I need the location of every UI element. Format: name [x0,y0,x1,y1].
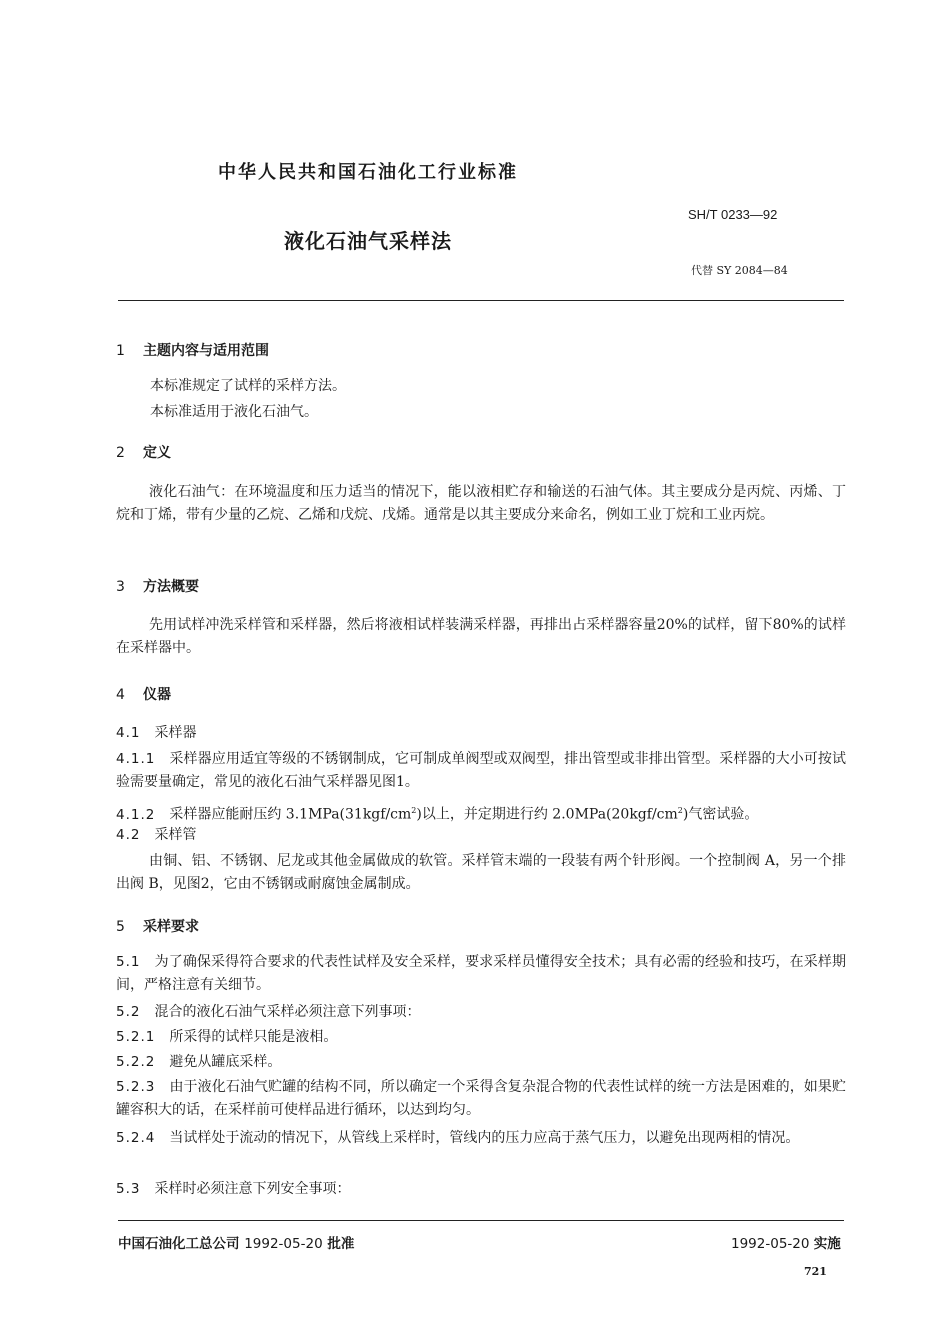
section-number: 1 [116,343,125,359]
section-title: 采样要求 [143,919,199,935]
issuer: 中国石油化工总公司 [118,1236,240,1252]
section-1-heading [116,340,269,360]
section-title: 方法概要 [143,579,199,595]
clause-text: 混合的液化石油气采样必须注意下列事项： [154,1004,421,1020]
issue-label: 批准 [327,1236,355,1252]
clause-text: 采样时必须注意下列安全事项： [154,1181,351,1197]
clause-number: 5.2.1 [116,1029,156,1045]
section-2-heading [116,442,171,462]
clause-text-b: )以上，并定期进行约 2.0MPa(20kgf/cm [416,806,678,823]
clause-text: 采样器应用适宜等级的不锈钢制成，它可制成单阀型或双阀型，排出管型或非排出管型。采样器的大小可按试验需要量确定，常见的液化石油气采样器见图1。 [116,751,846,790]
clause-number: 5.1 [116,954,141,970]
clause-number: 4.1 [116,725,141,741]
clause-number: 5.2.4 [116,1130,156,1146]
standard-title: 液化石油气采样法 [284,229,452,253]
clause-5-2-4 [116,1127,846,1150]
section-1-line-2: 本标准适用于液化石油气。 [150,404,318,420]
clause-5-3 [116,1178,846,1201]
issue-date: 1992-05-20 [244,1236,323,1252]
section-number: 2 [116,445,125,461]
section-1-line-1: 本标准规定了试样的采样方法。 [150,378,346,394]
clause-5-2-1 [116,1026,846,1049]
section-number: 5 [116,919,125,935]
clause-5-1 [116,951,846,997]
clause-4-1-2 [116,799,846,827]
clause-5-2-2 [116,1051,846,1074]
clause-4-1 [116,722,846,745]
clause-number: 4.1.1 [116,751,156,767]
footer-divider [118,1220,844,1221]
section-number: 4 [116,687,125,703]
clause-5-2 [116,1001,846,1024]
clause-4-2-paragraph: 由铜、铝、不锈钢、尼龙或其他金属做成的软管。采样管末端的一段装有两个针形阀。一个控制阀 A，另一个排出阀 B，见图2，它由不锈钢或耐腐蚀金属制成。 [116,853,846,892]
section-4-heading [116,684,171,704]
clause-text: 采样器 [154,725,197,741]
header-divider [118,300,844,301]
clause-number: 5.2.3 [116,1079,156,1095]
clause-4-1-1 [116,748,846,794]
clause-text: 避免从罐底采样。 [169,1054,282,1070]
clause-text-c: )气密试验。 [682,806,759,823]
replaces-standard: 代替 SY 2084—84 [691,264,788,277]
implementation-info [731,1232,841,1252]
clause-text: 由于液化石油气贮罐的结构不同，所以确定一个采得含复杂混合物的代表性试样的统一方法是困难的，如果贮罐容积大的话，在采样前可使样品进行循环，以达到均匀。 [116,1079,846,1118]
section-3-paragraph: 先用试样冲洗采样管和采样器，然后将液相试样装满采样器，再排出占采样器容量20%的试样，留下80%的试样在采样器中。 [116,617,846,656]
standard-code: SH/T 0233—92 [688,207,778,222]
superscript: 2 [411,806,417,815]
implementation-label: 实施 [813,1236,841,1252]
section-title: 主题内容与适用范围 [143,343,269,359]
clause-text: 当试样处于流动的情况下，从管线上采样时，管线内的压力应高于蒸气压力，以避免出现两相的情况。 [169,1130,800,1146]
superscript: 2 [677,806,683,815]
clause-5-2-3 [116,1076,846,1122]
implementation-date: 1992-05-20 [731,1236,810,1252]
issue-info [118,1232,354,1252]
clause-number: 5.2.2 [116,1054,156,1070]
clause-number: 5.2 [116,1004,141,1020]
section-3-heading [116,576,199,596]
clause-text: 为了确保采得符合要求的代表性试样及安全采样，要求采样员懂得安全技术；具有必需的经验和技巧，在采样期间，严格注意有关细节。 [116,954,846,993]
clause-number: 4.1.2 [116,806,156,823]
org-title: 中华人民共和国石油化工行业标准 [218,162,518,183]
clause-text: 所采得的试样只能是液相。 [169,1029,338,1045]
clause-4-2 [116,824,846,847]
section-title: 定义 [143,445,171,461]
section-2-paragraph: 液化石油气：在环境温度和压力适当的情况下，能以液相贮存和输送的石油气体。其主要成分是丙烷、丙烯、丁烷和丁烯，带有少量的乙烷、乙烯和戊烷、戊烯。通常是以其主要成分来命名，例如工业丁烷和工业丙烷。 [116,484,846,523]
clause-number: 5.3 [116,1181,141,1197]
section-number: 3 [116,579,125,595]
page-number: 721 [804,1265,827,1278]
clause-text-a: 采样器应能耐压约 3.1MPa(31kgf/cm [169,806,412,823]
clause-number: 4.2 [116,827,141,843]
section-title: 仪器 [143,687,171,703]
section-5-heading [116,916,199,936]
clause-text: 采样管 [154,827,197,843]
